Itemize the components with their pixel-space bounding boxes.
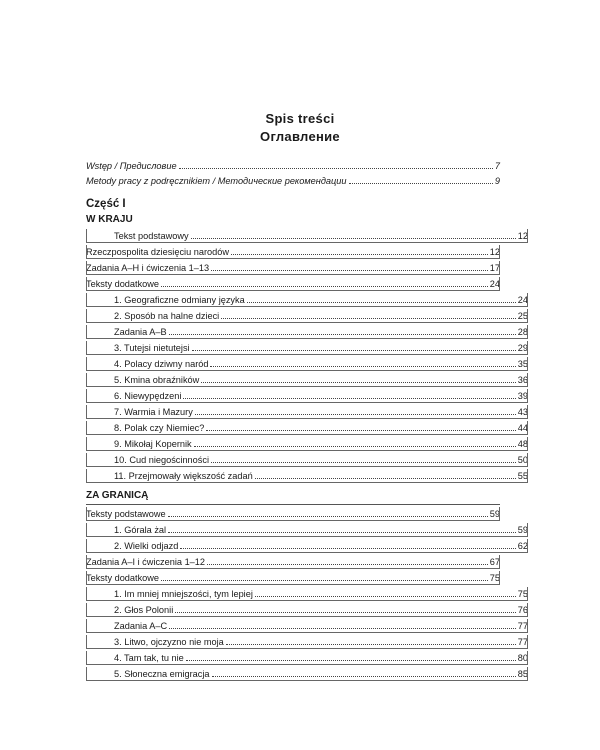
toc-entry-label: 3. Tutejsi nietutejsi bbox=[114, 343, 190, 353]
dot-leader bbox=[207, 564, 488, 565]
dot-leader bbox=[195, 414, 516, 415]
dot-leader bbox=[201, 382, 515, 383]
dot-leader bbox=[255, 596, 516, 597]
toc-entry[interactable] bbox=[86, 372, 528, 387]
toc-entry[interactable] bbox=[86, 388, 528, 403]
toc-entry-label: Metody pracy z podręcznikiem / Методические рекомендации bbox=[86, 176, 347, 186]
toc-entry-page: 43 bbox=[517, 407, 528, 417]
toc-entry-page: 44 bbox=[517, 423, 528, 433]
dot-leader bbox=[180, 548, 515, 549]
dot-leader bbox=[210, 366, 515, 367]
toc-entry-label: 8. Polak czy Niemiec? bbox=[114, 423, 205, 433]
toc-entry-page: 75 bbox=[517, 589, 528, 599]
toc-entry[interactable] bbox=[86, 340, 528, 355]
dot-leader bbox=[226, 644, 516, 645]
toc-entry[interactable] bbox=[86, 244, 500, 259]
toc-entry-page: 59 bbox=[489, 509, 500, 519]
toc-entry[interactable] bbox=[86, 356, 528, 371]
toc-entry-label: 6. Niewypędzeni bbox=[114, 391, 182, 401]
toc-entry-label: 11. Przejmowały większość zadań bbox=[114, 471, 253, 481]
dot-leader bbox=[255, 478, 516, 479]
dot-leader bbox=[211, 462, 516, 463]
dot-leader bbox=[212, 676, 516, 677]
toc-entry[interactable] bbox=[86, 260, 500, 275]
toc-entry-label: Wstęp / Предисловие bbox=[86, 161, 177, 171]
toc-entry[interactable] bbox=[86, 228, 528, 243]
toc-entry-label: 2. Głos Polonii bbox=[114, 605, 174, 615]
section-heading-za-granica: ZA GRANICĄ bbox=[86, 490, 149, 501]
dot-leader bbox=[186, 660, 516, 661]
toc-entry[interactable] bbox=[86, 324, 528, 339]
dot-leader bbox=[161, 580, 488, 581]
toc-entry-intro[interactable] bbox=[86, 158, 500, 172]
toc-entry-page: 29 bbox=[517, 343, 528, 353]
toc-entry-page: 17 bbox=[489, 263, 500, 273]
toc-entry-page: 75 bbox=[489, 573, 500, 583]
toc-entry[interactable] bbox=[86, 420, 528, 435]
toc-entry-page: 62 bbox=[517, 541, 528, 551]
toc-entry-label: Tekst podstawowy bbox=[114, 231, 189, 241]
toc-entry-label: Zadania A–B bbox=[114, 327, 167, 337]
toc-entry-page: 36 bbox=[517, 375, 528, 385]
toc-entry-label: 4. Tam tak, tu nie bbox=[114, 653, 184, 663]
toc-entry-page: 24 bbox=[517, 295, 528, 305]
dot-leader bbox=[161, 286, 488, 287]
toc-entry-label: Zadania A–C bbox=[114, 621, 168, 631]
toc-entry-label: 5. Kmina obraźników bbox=[114, 375, 200, 385]
dot-leader bbox=[192, 350, 516, 351]
toc-entry[interactable] bbox=[86, 634, 528, 649]
toc-entry[interactable] bbox=[86, 554, 500, 569]
toc-entry-methods[interactable] bbox=[86, 173, 500, 187]
dot-leader bbox=[206, 430, 515, 431]
toc-entry-page: 85 bbox=[517, 669, 528, 679]
dot-leader bbox=[231, 254, 488, 255]
dot-leader bbox=[169, 334, 516, 335]
toc-entry-page: 67 bbox=[489, 557, 500, 567]
toc-entry-label: Teksty podstawowe bbox=[86, 509, 166, 519]
toc-entry[interactable] bbox=[86, 308, 528, 323]
dot-leader bbox=[179, 168, 493, 169]
dot-leader bbox=[169, 628, 516, 629]
toc-entry-page: 24 bbox=[489, 279, 500, 289]
toc-entry[interactable] bbox=[86, 586, 528, 601]
toc-entry-label: 2. Sposób na halne dzieci bbox=[114, 311, 220, 321]
toc-entry[interactable] bbox=[86, 538, 528, 553]
toc-entry[interactable] bbox=[86, 404, 528, 419]
dot-leader bbox=[191, 238, 516, 239]
toc-entry[interactable] bbox=[86, 618, 528, 633]
dot-leader bbox=[175, 612, 516, 613]
dot-leader bbox=[349, 183, 493, 184]
toc-entry-page: 28 bbox=[517, 327, 528, 337]
toc-entry-label: Teksty dodatkowe bbox=[86, 279, 160, 289]
toc-entry-page: 12 bbox=[489, 247, 500, 257]
toc-entry[interactable] bbox=[86, 570, 500, 585]
toc-entry-label: 3. Litwo, ojczyzno nie moja bbox=[114, 637, 224, 647]
toc-entry-page: 39 bbox=[517, 391, 528, 401]
toc-entry-page: 35 bbox=[517, 359, 528, 369]
page-title: Spis treści bbox=[265, 111, 335, 126]
toc-entry[interactable] bbox=[86, 650, 528, 665]
toc-entry-page: 7 bbox=[494, 161, 500, 171]
toc-entry[interactable] bbox=[86, 452, 528, 467]
toc-entry-label: Teksty dodatkowe bbox=[86, 573, 160, 583]
section-heading-w-kraju: W KRAJU bbox=[86, 214, 133, 225]
toc-entry-label: 1. Geograficzne odmiany języka bbox=[114, 295, 245, 305]
toc-entry-label: 2. Wielki odjazd bbox=[114, 541, 179, 551]
toc-entry-label: 10. Cud niegościnności bbox=[114, 455, 209, 465]
toc-entry-label: 1. Górala żal bbox=[114, 525, 167, 535]
toc-entry-page: 25 bbox=[517, 311, 528, 321]
toc-entry[interactable] bbox=[86, 436, 528, 451]
dot-leader bbox=[247, 302, 516, 303]
toc-entry[interactable] bbox=[86, 602, 528, 617]
toc-entry-label: Rzeczpospolita dziesięciu narodów bbox=[86, 247, 229, 257]
part-heading: Część I bbox=[86, 198, 126, 210]
toc-entry-page: 12 bbox=[517, 231, 528, 241]
section-rule bbox=[86, 504, 500, 505]
dot-leader bbox=[194, 446, 516, 447]
dot-leader bbox=[211, 270, 488, 271]
toc-entry[interactable] bbox=[86, 276, 500, 291]
toc-entry[interactable] bbox=[86, 666, 528, 681]
toc-entry[interactable] bbox=[86, 506, 500, 521]
toc-entry[interactable] bbox=[86, 522, 528, 537]
toc-entry[interactable] bbox=[86, 468, 528, 483]
toc-entry-label: 7. Warmia i Mazury bbox=[114, 407, 193, 417]
toc-entry-page: 48 bbox=[517, 439, 528, 449]
toc-entry-page: 77 bbox=[517, 637, 528, 647]
dot-leader bbox=[183, 398, 515, 399]
toc-entry-page: 9 bbox=[494, 176, 500, 186]
page-subtitle: Оглавление bbox=[260, 129, 340, 144]
toc-entry-page: 55 bbox=[517, 471, 528, 481]
toc-entry-label: 5. Słoneczna emigracja bbox=[114, 669, 210, 679]
dot-leader bbox=[221, 318, 516, 319]
toc-entry-page: 80 bbox=[517, 653, 528, 663]
toc-entry-label: Zadania A–I i ćwiczenia 1–12 bbox=[86, 557, 206, 567]
toc-entry[interactable] bbox=[86, 292, 528, 307]
toc-entry-page: 59 bbox=[517, 525, 528, 535]
toc-entry-page: 77 bbox=[517, 621, 528, 631]
toc-entry-page: 50 bbox=[517, 455, 528, 465]
toc-entry-page: 76 bbox=[517, 605, 528, 615]
dot-leader bbox=[168, 516, 488, 517]
toc-entry-label: 1. Im mniej mniejszości, tym lepiej bbox=[114, 589, 253, 599]
toc-entry-label: 4. Polacy dziwny naród bbox=[114, 359, 209, 369]
toc-entry-label: 9. Mikołaj Kopernik bbox=[114, 439, 192, 449]
title-block bbox=[0, 110, 600, 146]
dot-leader bbox=[168, 532, 516, 533]
toc-entry-label: Zadania A–H i ćwiczenia 1–13 bbox=[86, 263, 210, 273]
